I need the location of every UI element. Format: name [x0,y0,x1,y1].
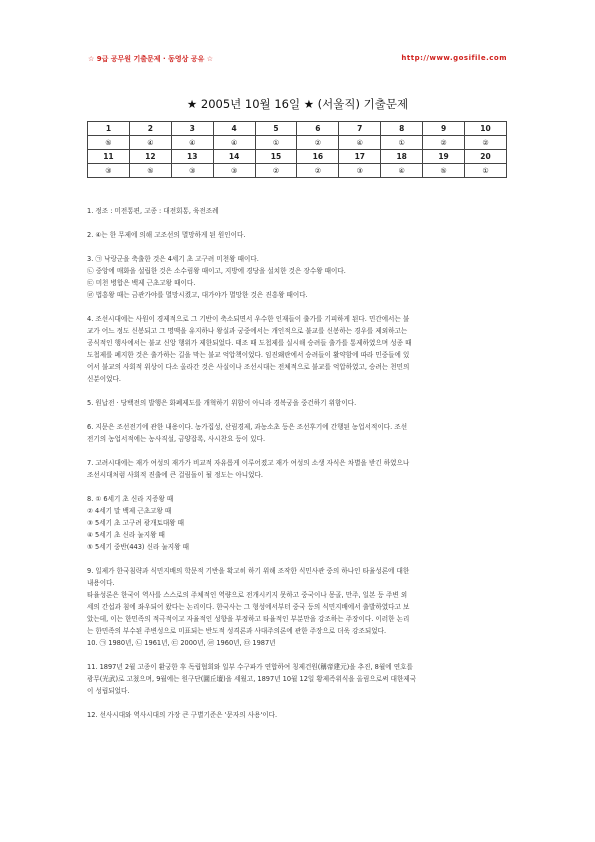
explanation-line: ⑤ 5세기 중반(443) 신라 눌지왕 때 [87,543,190,551]
explanation-line: 11. 1897년 2월 고종이 환궁한 후 독립협회와 일부 수구파가 연합하여 칭제건원(稱帝建元)을 추진, 8월에 연호를 [87,663,413,671]
explanation-paragraph [87,253,512,301]
explanation-line: 7. 고려시대에는 재가 여성의 재가가 비교적 자유롭게 이루어졌고 재가 여성의 소생 자식은 차별을 받긴 하였으나 [87,459,410,467]
answer-row-answers-2 [88,164,507,178]
answer-cell: ④ [339,136,381,150]
explanation-line: 내용이다. [87,579,115,587]
explanation-line: 세의 간섭과 침에 좌우되어 왔다는 논리이다. 한국사는 그 형성에서부터 중국 등의 식민지배에서 출발하였다고 보 [87,603,410,611]
explanation-line: ③ 5세기 초 고구려 광개토대왕 때 [87,519,185,527]
explanation-line: 5. 원납전 · 당백전의 발행은 화폐제도를 개혁하기 위함이 아니라 경복궁을 중건하기 위함이다. [87,399,357,407]
answer-cell: ② [465,136,507,150]
answer-table [87,121,507,178]
question-number-cell: 9 [423,122,465,136]
explanation-line: 교가 어느 정도 신봉되고 그 명맥을 유지하나 왕실과 궁중에서는 개인적으로 불교를 신봉하는 경우를 제외하고는 [87,327,408,335]
question-number-cell: 8 [381,122,423,136]
answer-cell: ④ [381,164,423,178]
explanation-line: 4. 조선시대에는 사원이 경제적으로 그 기반이 축소되면서 우수한 인재들이 출가를 기피하게 된다. 민간에서는 불 [87,315,410,323]
explanation-paragraph [87,229,512,241]
answer-cell: ② [423,136,465,150]
explanation-paragraph [87,709,512,721]
explanation-paragraph [87,421,512,445]
header-left-text: ☆ 9급 공무원 기출문제 · 동영상 공유 ☆ [88,55,214,63]
explanation-paragraph [87,397,512,409]
answer-row-numbers-2 [88,150,507,164]
question-number-cell: 11 [88,150,130,164]
explanation-paragraph [87,457,512,481]
header-url[interactable]: http://www.gosifile.com [401,54,507,62]
explanation-paragraph [87,313,512,385]
question-number-cell: 2 [129,122,171,136]
answer-cell: ③ [213,164,255,178]
answer-cell: ② [297,136,339,150]
question-number-cell: 7 [339,122,381,136]
answer-cell: ② [255,164,297,178]
question-number-cell: 4 [213,122,255,136]
explanation-line: 12. 선사시대와 역사시대의 가장 큰 구별기준은 '문자의 사용'이다. [87,711,278,719]
explanation-paragraph [87,205,512,217]
explanation-line: 10. ㉠ 1980년, ㉡ 1961년, ㉢ 2000년, ㉣ 1960년, ㉤ 1987년 [87,639,276,647]
explanation-line: 신분이었다. [87,375,121,383]
explanation-line: 광무(光武)로 고쳤으며, 9월에는 원구단(圜丘壇)을 세웠고, 1897년 10월 12일 황제즉위식을 올림으로써 대한제국 [87,675,417,683]
question-number-cell: 15 [255,150,297,164]
answer-cell: ⑤ [129,164,171,178]
question-number-cell: 13 [171,150,213,164]
explanation-line: 2. ④는 한 무제에 의해 고조선의 멸망하게 된 원인이다. [87,231,246,239]
answer-cell: ④ [171,136,213,150]
explanation-line: 이 성립되었다. [87,687,130,695]
answer-cell: ③ [171,164,213,178]
answer-cell: ① [255,136,297,150]
answer-cell: ③ [88,164,130,178]
question-number-cell: 17 [339,150,381,164]
explanation-line: ② 4세기 말 백제 근초고왕 때 [87,507,172,515]
answer-cell: ① [381,136,423,150]
question-number-cell: 18 [381,150,423,164]
explanation-line: 도첩제를 폐지한 것은 출가하는 길을 막는 불교 억압책이었다. 임진왜란에서 승려들이 활약함에 따라 민중들에 있 [87,351,410,359]
explanation-paragraph [87,565,512,649]
explanation-line: 전기의 농업서적에는 농사직설, 금양잡록, 사시찬요 등이 있다. [87,435,266,443]
question-number-cell: 19 [423,150,465,164]
answer-cell: ④ [129,136,171,150]
explanation-paragraph [87,493,512,553]
explanation-line: 8. ① 6세기 초 신라 지증왕 때 [87,495,174,503]
question-number-cell: 6 [297,122,339,136]
question-number-cell: 12 [129,150,171,164]
explanation-line: 타율성론은 한국이 역사를 스스로의 주체적인 역량으로 전개시키지 못하고 중국이나 몽골, 만주, 일본 등 주변 외 [87,591,408,599]
explanation-line: 3. ㉠ 낙랑군을 축출한 것은 4세기 초 고구려 미천왕 때이다. [87,255,259,263]
explanation-line: 6. 지문은 조선전기에 관한 내용이다. 농가집성, 산림경제, 과농소초 등은 조선후기에 간행된 농업서적이다. 조선 [87,423,408,431]
question-number-cell: 16 [297,150,339,164]
question-number-cell: 20 [465,150,507,164]
explanation-line: 1. 정조 : 미전통편, 고종 : 대전회통, 육전조례 [87,207,219,215]
explanation-line: 조선시대처럼 사회적 진출에 큰 걸림돌이 될 정도는 아니었다. [87,471,264,479]
question-number-cell: 1 [88,122,130,136]
answer-cell: ⑤ [423,164,465,178]
question-number-cell: 14 [213,150,255,164]
explanation-line: ㉢ 미천 병합은 백제 근초고왕 때이다. [87,279,196,287]
answer-cell: ① [465,164,507,178]
explanation-line: ㉡ 중앙에 매화을 설립한 것은 소수림왕 때이고, 지방에 경당을 설치한 것은 장수왕 때이다. [87,267,346,275]
explanation-line: 어서 불교의 사회적 위상이 다소 올라간 것은 사실이나 조선시대는 전체적으로 불교를 억압하였고, 승려는 천민의 [87,363,410,371]
explanations [87,205,512,733]
answer-cell: ⑤ [88,136,130,150]
explanation-line: 았는데, 이는 한민족의 적극적이고 자율적인 성향을 부정하고 타율적인 부분만을 강조하는 주장이다. 이러한 논리 [87,615,410,623]
question-number-cell: 5 [255,122,297,136]
explanation-line: ④ 5세기 초 신라 눌지왕 때 [87,531,165,539]
question-number-cell: 3 [171,122,213,136]
answer-cell: ③ [339,164,381,178]
explanation-line: 는 한민족의 부수된 주변성으로 미표되는 반도적 성격론과 사대주의론에 관한 주장으로 더욱 강조되었다. [87,627,387,635]
explanation-line: 9. 일제가 한국침략과 식민지배의 학문적 기반을 확고히 하기 위해 조작한 식민사관 중의 하나인 타율성론에 대한 [87,567,410,575]
explanation-paragraph [87,661,512,697]
answer-row-numbers-1 [88,122,507,136]
answer-cell: ④ [213,136,255,150]
page-header [88,54,507,66]
answer-row-answers-1 [88,136,507,150]
question-number-cell: 10 [465,122,507,136]
answer-cell: ② [297,164,339,178]
explanation-line: ㉣ 법흥왕 때는 금관가야를 멸망시켰고, 대가야가 멸망한 것은 진흥왕 때이다. [87,291,308,299]
page-title: ★ 2005년 10월 16일 ★ (서울직) 기출문제 [186,97,409,111]
explanation-line: 공식적인 행사에서는 불교 신앙 행위가 제한되었다. 태조 때 도첩제를 실시해 승려들 출가를 통제하였으며 성종 때 [87,339,412,347]
